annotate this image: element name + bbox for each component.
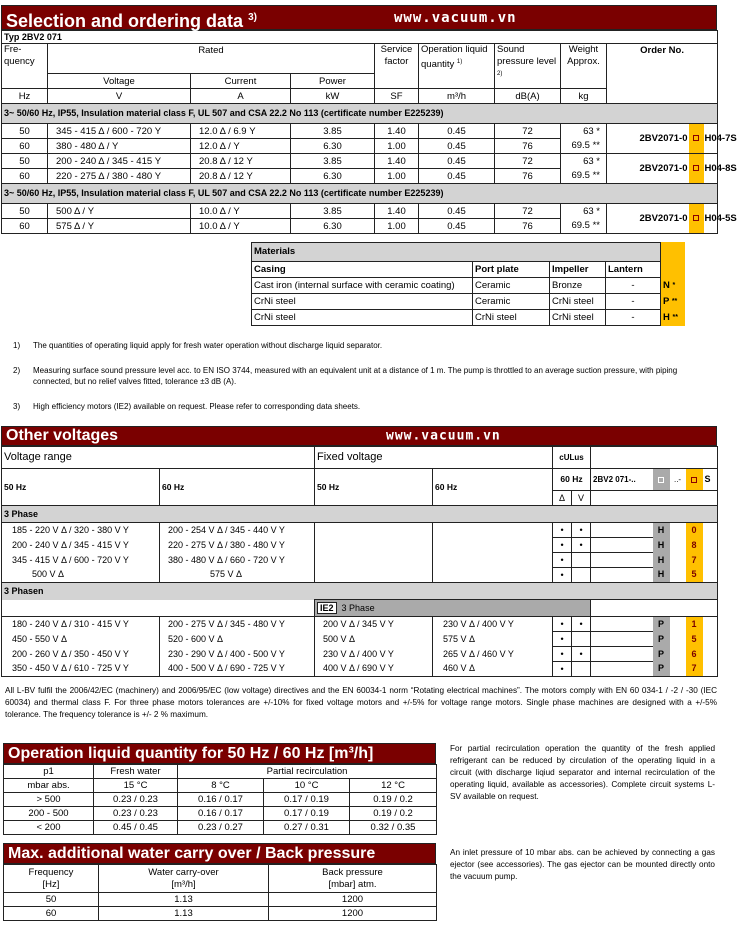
col-sound: Sound pressure level $^{2)}$: [495, 44, 561, 89]
table-row: [4, 807, 437, 821]
col-voltage: Voltage: [48, 74, 191, 89]
materials-header-impeller: Impeller: [550, 262, 606, 278]
lq-cell: 0.32 / 0.35: [350, 821, 437, 835]
y-mark: •: [572, 523, 591, 538]
code-2: 7: [686, 553, 703, 568]
material-code: H **: [663, 312, 678, 323]
cell-sound: 76: [495, 139, 561, 154]
voltage-row: [2, 538, 718, 553]
delta-mark: •: [553, 553, 572, 568]
range-50: 180 - 240 V Δ / 310 - 415 V Y: [2, 617, 160, 632]
voltage-row: [2, 523, 718, 538]
order-end: S: [703, 469, 718, 491]
co-header: Back pressure [mbar] atm.: [269, 865, 437, 893]
material-lantern: -: [606, 294, 661, 310]
order-number-prefix: 2BV2071-0: [607, 124, 689, 154]
cell-voltage: 500 Δ / Y: [48, 204, 191, 219]
selection-table: [1, 30, 737, 234]
cell-voltage: 380 - 480 Δ / Y: [48, 139, 191, 154]
code-2: 8: [686, 538, 703, 553]
voltage-row: [2, 617, 718, 632]
fixed-60: 230 V Δ / 400 V Y: [433, 617, 553, 632]
material-casing: Cast iron (internal surface with ceramic coating): [252, 278, 473, 294]
delta-mark: •: [553, 662, 572, 677]
col-frequency: Fre-quency: [2, 44, 48, 89]
delta-mark: •: [553, 538, 572, 553]
unit-kw: kW: [291, 89, 375, 104]
code-2: 1: [686, 617, 703, 632]
cell-current: 20.8 Δ / 12 Y: [191, 154, 291, 169]
y-mark: [572, 662, 591, 677]
liquid-qty-block: [3, 743, 718, 835]
material-code: N *: [663, 280, 676, 291]
order-number-prefix: 2BV2071-0: [607, 154, 689, 184]
unit-kg: kg: [561, 89, 607, 104]
code-1: H: [653, 538, 670, 553]
code-2: 7: [686, 662, 703, 677]
range-60: 520 - 600 V Δ: [160, 632, 315, 647]
range-60: 200 - 254 V Δ / 345 - 440 V Y: [160, 523, 315, 538]
cell-current: 10.0 Δ / Y: [191, 219, 291, 234]
fixed-60: [433, 538, 553, 553]
cell-weight: 63 *: [561, 154, 607, 169]
fixed-60: [433, 553, 553, 568]
order-code-slot: [689, 124, 704, 154]
fixed-60hz: 60 Hz: [433, 469, 553, 506]
carry-over-table: [3, 864, 437, 921]
range-60: 380 - 480 V Δ / 660 - 720 V Y: [160, 553, 315, 568]
code-1: P: [653, 617, 670, 632]
voltage-range-label: Voltage range: [2, 447, 315, 469]
range-50: 500 V Δ: [2, 568, 160, 583]
cell-sound: 72: [495, 204, 561, 219]
co-cell: 50: [4, 893, 99, 907]
voltage-row: [2, 632, 718, 647]
co-header: Frequency [Hz]: [4, 865, 99, 893]
code-2: 6: [686, 647, 703, 662]
cell-sf: 1.00: [375, 169, 419, 184]
table-row: [4, 821, 437, 835]
cell-liquid: 0.45: [419, 169, 495, 184]
table-row: [2, 124, 718, 139]
order-number-prefix: 2BV2071-0: [607, 204, 689, 234]
fixed-50: 500 V Δ: [315, 632, 433, 647]
delta-mark: •: [553, 523, 572, 538]
culus-cert-icon: cULus: [553, 447, 591, 469]
unit-a: A: [191, 89, 291, 104]
unit-sf: SF: [375, 89, 419, 104]
cell-weight: 69.5 **: [561, 139, 607, 154]
lq-cell: 0.23 / 0.23: [94, 807, 178, 821]
lq-subheader: mbar abs.: [4, 779, 94, 793]
range-60hz: 60 Hz: [160, 469, 315, 506]
website-watermark-2: www.vacuum.vn: [386, 428, 501, 444]
co-cell: 1.13: [99, 893, 269, 907]
material-impeller: CrNi steel: [550, 294, 606, 310]
materials-header-casing: Casing: [252, 262, 473, 278]
materials-block: [251, 242, 718, 326]
fixed-voltage-label: Fixed voltage: [315, 447, 553, 469]
cell-hz: 60: [2, 139, 48, 154]
y-mark: [572, 632, 591, 647]
code-1: H: [653, 523, 670, 538]
cell-power: 6.30: [291, 139, 375, 154]
materials-title: Materials: [252, 243, 661, 262]
voltage-row: [2, 553, 718, 568]
three-phasen-header: 3 Phasen: [2, 583, 718, 600]
cell-sound: 72: [495, 154, 561, 169]
fixed-60: 460 V Δ: [433, 662, 553, 677]
lq-cell: > 500: [4, 793, 94, 807]
col-service-factor: Service factor: [375, 44, 419, 89]
co-cell: 1200: [269, 907, 437, 921]
material-lantern: -: [606, 310, 661, 326]
material-casing: CrNi steel: [252, 310, 473, 326]
unit-dba: dB(A): [495, 89, 561, 104]
order-number-suffix: H04-8S: [704, 154, 718, 184]
fixed-60: [433, 568, 553, 583]
y-mark: •: [572, 617, 591, 632]
cell-voltage: 575 Δ / Y: [48, 219, 191, 234]
range-50: 345 - 415 V Δ / 600 - 720 V Y: [2, 553, 160, 568]
lq-cell: 200 - 500: [4, 807, 94, 821]
lq-cell: 0.17 / 0.19: [264, 807, 350, 821]
cert-60hz: 60 Hz: [553, 469, 591, 491]
code-1: P: [653, 632, 670, 647]
footnote: 3) High efficiency motors (IE2) available on request. Please refer to corresponding data sheets.: [13, 402, 361, 411]
fixed-50: [315, 553, 433, 568]
cell-liquid: 0.45: [419, 219, 495, 234]
cell-power: 6.30: [291, 169, 375, 184]
unit-hz: Hz: [2, 89, 48, 104]
selection-banner: [1, 5, 717, 30]
lq-subheader: 8 °C: [178, 779, 264, 793]
delta-col: Δ: [553, 491, 572, 506]
range-50hz: 50 Hz: [2, 469, 160, 506]
type-label: Typ 2BV2 071: [2, 31, 718, 44]
order-number-suffix: H04-7S: [704, 124, 718, 154]
col-weight: Weight Approx.: [561, 44, 607, 89]
delta-mark: •: [553, 632, 572, 647]
section-header: 3~ 50/60 Hz, IP55, Insulation material class F, UL 507 and CSA 22.2 No 113 (certificate number E225239): [2, 184, 718, 204]
material-impeller: Bronze: [550, 278, 606, 294]
material-codes: [661, 242, 685, 326]
cell-weight: 69.5 **: [561, 169, 607, 184]
range-60: 400 - 500 V Δ / 690 - 725 V Y: [160, 662, 315, 677]
lq-cell: 0.19 / 0.2: [350, 793, 437, 807]
section-header: 3~ 50/60 Hz, IP55, Insulation material class F, UL 507 and CSA 22.2 No 113 (certificate number E225239): [2, 104, 718, 124]
other-voltages-banner: [1, 426, 717, 446]
table-row: [2, 204, 718, 219]
material-port: Ceramic: [473, 278, 550, 294]
lq-h-p1: p1: [4, 765, 94, 779]
liquid-qty-banner: [3, 743, 436, 764]
table-row: [4, 793, 437, 807]
section-title: Selection and ordering data $^{3)}$: [6, 11, 257, 31]
liquid-qty-title: Operation liquid quantity for 50 Hz / 60 Hz [m³/h]: [8, 745, 374, 762]
lq-cell: 0.23 / 0.27: [178, 821, 264, 835]
voltage-row: [2, 647, 718, 662]
cell-liquid: 0.45: [419, 204, 495, 219]
fixed-50: [315, 538, 433, 553]
range-50: 185 - 220 V Δ / 320 - 380 V Y: [2, 523, 160, 538]
cell-sound: 72: [495, 124, 561, 139]
fixed-60: 265 V Δ / 460 V Y: [433, 647, 553, 662]
cell-current: 10.0 Δ / Y: [191, 204, 291, 219]
material-port: CrNi steel: [473, 310, 550, 326]
carry-over-block: [3, 843, 718, 921]
lq-h-partial: Partial recirculation: [178, 765, 437, 779]
voltage-row: [2, 662, 718, 677]
materials-header-lantern: Lantern: [606, 262, 661, 278]
lq-subheader: 15 °C: [94, 779, 178, 793]
website-watermark: www.vacuum.vn: [394, 9, 517, 26]
table-row: [4, 893, 437, 907]
carry-over-title: Max. additional water carry over / Back pressure: [8, 845, 376, 862]
col-op-liquid: Operation liquid quantity $^{1)}$: [419, 44, 495, 89]
range-60: 200 - 275 V Δ / 345 - 480 V Y: [160, 617, 315, 632]
cell-sf: 1.40: [375, 124, 419, 139]
cell-sf: 1.40: [375, 204, 419, 219]
cell-weight: 69.5 **: [561, 219, 607, 234]
order-prefix: 2BV2 071-..: [591, 469, 653, 491]
cell-sound: 76: [495, 169, 561, 184]
cell-hz: 50: [2, 154, 48, 169]
lq-cell: 0.19 / 0.2: [350, 807, 437, 821]
range-60: 230 - 290 V Δ / 400 - 500 V Y: [160, 647, 315, 662]
cell-current: 20.8 Δ / 12 Y: [191, 169, 291, 184]
lq-h-fresh: Fresh water: [94, 765, 178, 779]
fixed-50: 400 V Δ / 690 V Y: [315, 662, 433, 677]
order-slot-2: [686, 469, 703, 491]
cell-liquid: 0.45: [419, 139, 495, 154]
range-50: 350 - 450 V Δ / 610 - 725 V Y: [2, 662, 160, 677]
delta-mark: •: [553, 568, 572, 583]
fixed-50: [315, 568, 433, 583]
code-1: P: [653, 662, 670, 677]
footnote: 2) Measuring surface sound pressure level acc. to EN ISO 3744, measured with an equivalent unit at a distance of 1 m. The pump is throttled to an average suction pressure, with piping connected, but no relief valves fitted, tolerance ±3 dB (A).: [13, 366, 678, 386]
range-60: 220 - 275 V Δ / 380 - 480 V Y: [160, 538, 315, 553]
footnotes: [13, 340, 718, 412]
cell-current: 12.0 Δ / Y: [191, 139, 291, 154]
cell-sound: 76: [495, 219, 561, 234]
unit-v: V: [48, 89, 191, 104]
cell-voltage: 345 - 415 Δ / 600 - 720 Y: [48, 124, 191, 139]
y-mark: [572, 568, 591, 583]
co-cell: 1.13: [99, 907, 269, 921]
material-casing: CrNi steel: [252, 294, 473, 310]
lq-subheader: 12 °C: [350, 779, 437, 793]
cell-sf: 1.40: [375, 154, 419, 169]
co-cell: 1200: [269, 893, 437, 907]
col-rated: Rated: [48, 44, 375, 74]
cell-power: 3.85: [291, 154, 375, 169]
cell-voltage: 200 - 240 Δ / 345 - 415 Y: [48, 154, 191, 169]
cell-sf: 1.00: [375, 219, 419, 234]
order-number-suffix: H04-5S: [704, 204, 718, 234]
unit-m3h: m³/h: [419, 89, 495, 104]
cell-current: 12.0 Δ / 6.9 Y: [191, 124, 291, 139]
cell-sf: 1.00: [375, 139, 419, 154]
materials-row: [252, 294, 661, 310]
y-col: V: [572, 491, 591, 506]
voltage-note: All L-BV fulfil the 2006/42/EC (machinery) and 2006/95/EC (low voltage) directives and the EN 60034-1 norm “Rotating electrical machines”. The motors comply with EN 60 034-1 / -2 / -30 (IEC 60034) and thermal class F. For three phase motors tolerances are +/-10% for fixed voltage motors and +/-5% for voltage range motors. Single phase machines are designed with a +/-5% tolerance. The frequency tolerance is +/- 2 % maximum.: [5, 686, 717, 719]
range-60: 575 V Δ: [160, 568, 315, 583]
cell-weight: 63 *: [561, 124, 607, 139]
code-2: 0: [686, 523, 703, 538]
materials-header-port-plate: Port plate: [473, 262, 550, 278]
lq-cell: 0.23 / 0.23: [94, 793, 178, 807]
fixed-60: [433, 523, 553, 538]
col-current: Current: [191, 74, 291, 89]
ie2-label: IE2 3 Phase: [315, 600, 591, 617]
cell-hz: 60: [2, 169, 48, 184]
lq-cell: 0.16 / 0.17: [178, 793, 264, 807]
co-header: Water carry-over [m³/h]: [99, 865, 269, 893]
delta-mark: •: [553, 617, 572, 632]
material-code: P **: [663, 296, 678, 307]
code-2: 5: [686, 568, 703, 583]
order-mid: ..-: [670, 469, 686, 491]
order-code-slot: [689, 154, 704, 184]
liquid-qty-table: [3, 764, 437, 835]
carry-over-banner: [3, 843, 436, 864]
cell-hz: 50: [2, 124, 48, 139]
three-phase-header: 3 Phase: [2, 506, 718, 523]
lq-cell: 0.27 / 0.31: [264, 821, 350, 835]
code-1: P: [653, 647, 670, 662]
other-voltages-table: [1, 446, 718, 677]
table-row: [2, 154, 718, 169]
fixed-60: 575 V Δ: [433, 632, 553, 647]
range-50: 200 - 240 V Δ / 345 - 415 V Y: [2, 538, 160, 553]
voltage-row: [2, 568, 718, 583]
footnote: 1) The quantities of operating liquid apply for fresh water operation without discharge liquid separator.: [13, 341, 383, 350]
cell-weight: 63 *: [561, 204, 607, 219]
cell-voltage: 220 - 275 Δ / 380 - 480 Y: [48, 169, 191, 184]
cell-power: 6.30: [291, 219, 375, 234]
code-2: 5: [686, 632, 703, 647]
order-slot-1: [653, 469, 670, 491]
cell-liquid: 0.45: [419, 154, 495, 169]
table-row: [4, 907, 437, 921]
carry-over-side-text: An inlet pressure of 10 mbar abs. can be achieved by connecting a gas ejector (see accessories). The gas ejector can be mounted directly onto the vacuum pump.: [450, 848, 715, 881]
code-1: H: [653, 553, 670, 568]
cell-liquid: 0.45: [419, 124, 495, 139]
fixed-50: [315, 523, 433, 538]
y-mark: •: [572, 538, 591, 553]
lq-cell: 0.17 / 0.19: [264, 793, 350, 807]
lq-cell: < 200: [4, 821, 94, 835]
fixed-50: 200 V Δ / 345 V Y: [315, 617, 433, 632]
order-code-slot: [689, 204, 704, 234]
materials-table: [251, 242, 661, 326]
lq-subheader: 10 °C: [264, 779, 350, 793]
materials-row: [252, 310, 661, 326]
range-50: 450 - 550 V Δ: [2, 632, 160, 647]
lq-cell: 0.16 / 0.17: [178, 807, 264, 821]
material-impeller: CrNi steel: [550, 310, 606, 326]
y-mark: •: [572, 647, 591, 662]
material-lantern: -: [606, 278, 661, 294]
co-cell: 60: [4, 907, 99, 921]
materials-row: [252, 278, 661, 294]
delta-mark: •: [553, 647, 572, 662]
cell-power: 3.85: [291, 124, 375, 139]
other-voltages-title: Other voltages: [6, 427, 119, 444]
col-power: Power: [291, 74, 375, 89]
range-50: 200 - 260 V Δ / 350 - 450 V Y: [2, 647, 160, 662]
cell-power: 3.85: [291, 204, 375, 219]
material-port: Ceramic: [473, 294, 550, 310]
lq-cell: 0.45 / 0.45: [94, 821, 178, 835]
y-mark: [572, 553, 591, 568]
col-order-no: Order No.: [607, 44, 718, 104]
fixed-50hz: 50 Hz: [315, 469, 433, 506]
fixed-50: 230 V Δ / 400 V Y: [315, 647, 433, 662]
cell-hz: 60: [2, 219, 48, 234]
cell-hz: 50: [2, 204, 48, 219]
liquid-qty-side-text: For partial recirculation operation the quantity of the fresh applied refrigerant can be reduced by circulation of the operating liquid in a circuit (with discharge liqiud separator and internal recirculation of the operating liquid, available as accessories). Complete circuit systems L-SV available on request.: [450, 744, 715, 801]
code-1: H: [653, 568, 670, 583]
